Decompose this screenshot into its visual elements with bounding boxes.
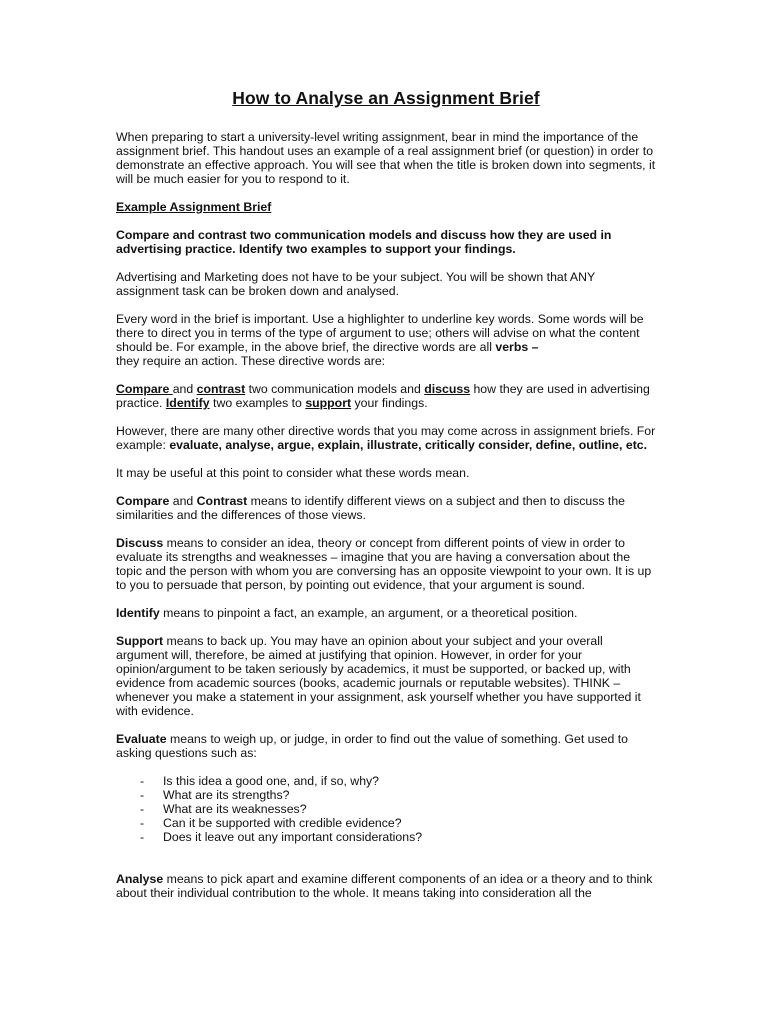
definition-discuss-text: means to consider an idea, theory or concept from different points of view in order to evaluate its strengths and weaknesses – imagine that you are having a conversation about the topic and the person with whom you are conversing has an opposite viewpoint to your own. It is up to you to persuade that person, by pointing out evidence, that your argument is sound.: [116, 536, 652, 592]
list-item: [116, 816, 656, 830]
intro-paragraph: When preparing to start a university-level writing assignment, bear in mind the importance of the assignment brief. This handout uses an example of a real assignment brief (or question) in order to demonstrate an effective approach. You will see that when the title is broken down into segments, it will be much easier for you to respond to it.: [116, 130, 656, 186]
list-item: [116, 774, 656, 788]
term-discuss: Discuss: [116, 536, 164, 550]
term-compare: Compare: [116, 494, 170, 508]
directive-identify: Identify: [165, 396, 210, 410]
definition-compare-text: means to identify different views on a subject and then to discuss the similarities and the differences of those views.: [116, 494, 626, 522]
list-item-text: Does it leave out any important considerations?: [163, 830, 423, 844]
definition-support-text: means to back up. You may have an opinion about your subject and your overall argument will, therefore, be aimed at justifying that opinion. However, in order for your opinion/argument to be taken seriously by academics, it must be supported, or backed up, with evidence from academic sources (books, academic journals or reputable websites). THINK – whenever you make a statement in your assignment, ask yourself whether you have supported it with evidence.: [116, 634, 641, 718]
annotated-text-2: two communication models and: [245, 382, 425, 396]
annotated-brief: [116, 382, 656, 410]
term-identify: Identify: [116, 606, 160, 620]
every-word-paragraph: [116, 312, 656, 368]
page-title: How to Analyse an Assignment Brief: [232, 88, 540, 108]
useful-paragraph: It may be useful at this point to consider what these words mean.: [116, 466, 470, 480]
directive-support: support: [305, 396, 352, 410]
dash-bullet: -: [140, 816, 145, 830]
evaluate-question-list: [116, 774, 656, 844]
other-words-text: However, there are many other directive words that you may come across in assignment briefs. For example:: [116, 424, 656, 452]
example-heading: Example Assignment Brief: [116, 200, 272, 214]
verbs-term: verbs: [495, 340, 529, 354]
list-item-text: Is this idea a good one, and, if so, why?: [163, 774, 380, 788]
term-support: Support: [116, 634, 164, 648]
annotated-text-4: two examples to: [209, 396, 306, 410]
list-item-text: Can it be supported with credible evidence?: [163, 816, 402, 830]
definition-evaluate: [116, 732, 656, 760]
annotated-text-1: and: [172, 382, 197, 396]
term-contrast: Contrast: [196, 494, 248, 508]
list-item: [116, 830, 656, 844]
list-item-text: What are its strengths?: [163, 788, 290, 802]
dash-bullet: -: [140, 802, 145, 816]
term-compare-and: and: [169, 494, 197, 508]
list-item-text: What are its weaknesses?: [163, 802, 307, 816]
list-item: [116, 802, 656, 816]
directive-contrast: contrast: [196, 382, 246, 396]
list-item: [116, 788, 656, 802]
example-brief: Compare and contrast two communication models and discuss how they are used in advertising practice. Identify two examples to support your findings.: [116, 228, 612, 256]
annotated-text-3: how they are used in advertising practice.: [116, 382, 650, 410]
directive-compare: Compare: [116, 382, 173, 396]
dash-bullet: -: [140, 774, 145, 788]
other-words-paragraph: [116, 424, 656, 452]
term-analyse: Analyse: [116, 872, 164, 886]
directive-discuss: discuss: [424, 382, 471, 396]
definition-identify-text: means to pinpoint a fact, an example, an argument, or a theoretical position.: [159, 606, 578, 620]
definition-analyse: [116, 872, 656, 900]
every-word-dash: –: [528, 340, 539, 354]
dash-bullet: -: [140, 830, 145, 844]
term-evaluate: Evaluate: [116, 732, 167, 746]
definition-discuss: [116, 536, 656, 592]
definition-compare: [116, 494, 656, 522]
definition-analyse-text: means to pick apart and examine different components of an idea or a theory and to think about their individual contribution to the whole. It means taking into consideration all the: [116, 872, 653, 900]
subject-note: Advertising and Marketing does not have to be your subject. You will be shown that ANY assignment task can be broken down and analysed.: [116, 270, 595, 298]
definition-identify: [116, 606, 656, 620]
annotated-text-5: your findings.: [351, 396, 428, 410]
every-word-text: Every word in the brief is important. Use a highlighter to underline key words. Some words will be there to direct you in terms of the type of argument to use; others will advise on what the content should be. For example, in the above brief, the directive words are all: [116, 312, 644, 354]
document-body: [116, 88, 656, 914]
dash-bullet: -: [140, 788, 145, 802]
directive-word-list: evaluate, analyse, argue, explain, illustrate, critically consider, define, outline, etc.: [169, 438, 648, 452]
definition-support: [116, 634, 656, 718]
definition-evaluate-text: means to weigh up, or judge, in order to find out the value of something. Get used to asking questions such as:: [116, 732, 629, 760]
every-word-tail: they require an action. These directive words are:: [116, 354, 386, 368]
